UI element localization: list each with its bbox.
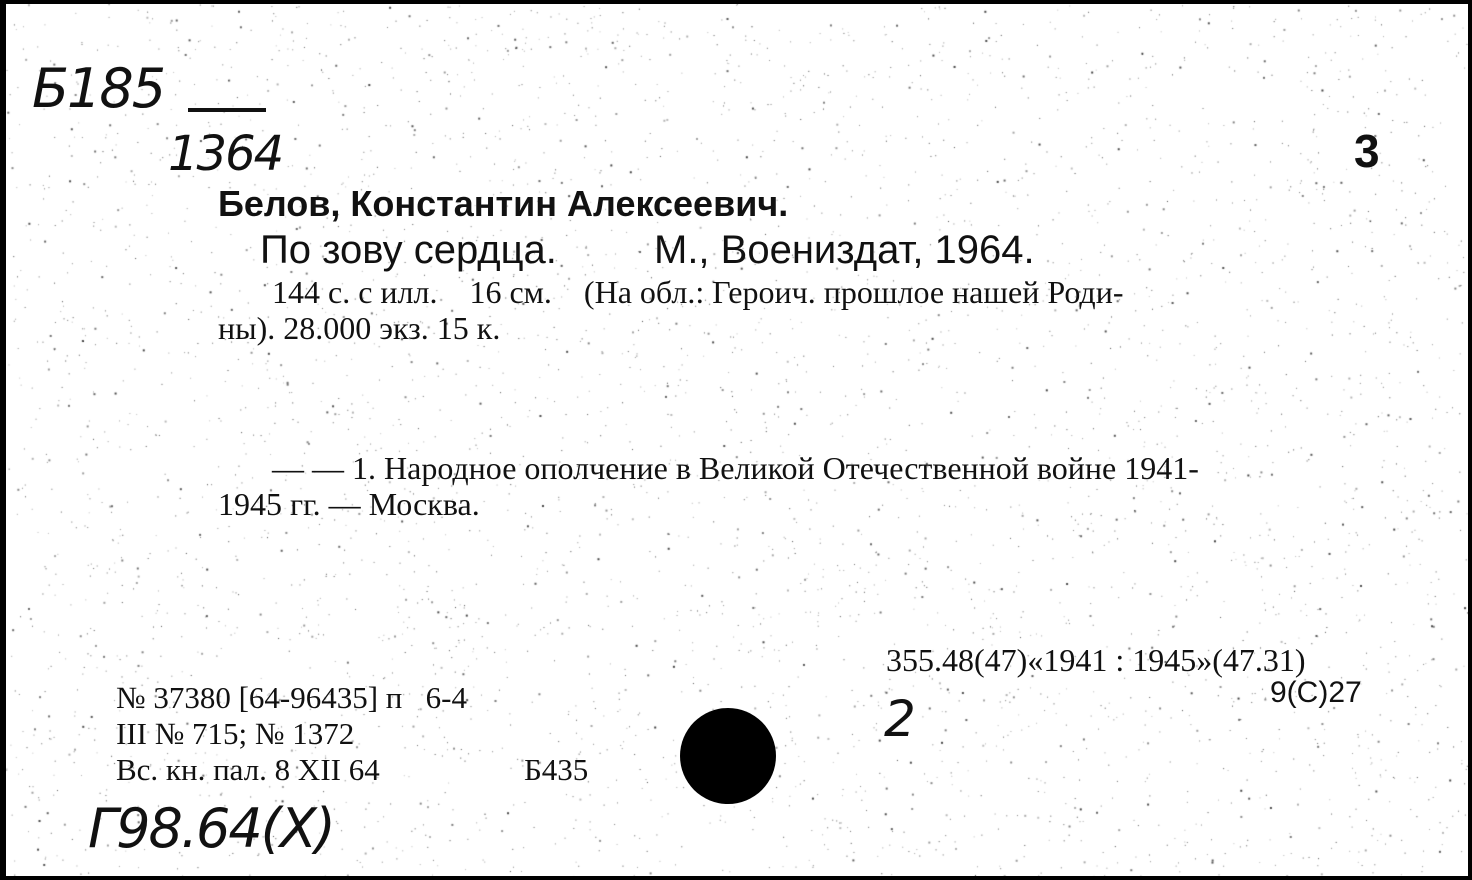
author-heading: Белов, Константин Алексеевич. <box>218 183 789 224</box>
collation-line-1: 144 с. с илл. 16 см. (На обл.: Героич. прошлое нашей Роди- <box>272 274 1124 310</box>
collation-line-2: ны). 28.000 экз. 15 к. <box>218 310 501 346</box>
bbk-index: 9(С)27 <box>1270 676 1362 709</box>
card-number: 3 <box>1354 125 1380 177</box>
record-line-3: Вс. кн. пал. 8 XII 64 <box>116 752 380 787</box>
record-code: Б435 <box>524 752 589 787</box>
shelfmark-underline <box>188 108 266 112</box>
record-line-2: III № 715; № 1372 <box>116 716 355 751</box>
book-title: По зову сердца. <box>260 228 557 272</box>
handwritten-shelfmark-bottom: 1364 <box>168 126 283 182</box>
punch-hole <box>680 708 776 804</box>
imprint: М., Воениздат, 1964. <box>654 228 1035 272</box>
subject-line-1: — — 1. Народное ополчение в Великой Отечественной войне 1941- <box>272 450 1199 486</box>
udc-index: 355.48(47)«1941 : 1945»(47.31) <box>886 642 1306 678</box>
catalog-card <box>6 4 1468 876</box>
handwritten-call-number: Г98.64(Х) <box>88 797 334 860</box>
subject-line-2: 1945 гг. — Москва. <box>218 486 480 522</box>
handwritten-shelfmark-top: Б185 <box>32 57 165 120</box>
handwritten-mark: 2 <box>884 690 914 748</box>
record-line-1: № 37380 [64-96435] п 6-4 <box>116 680 467 715</box>
